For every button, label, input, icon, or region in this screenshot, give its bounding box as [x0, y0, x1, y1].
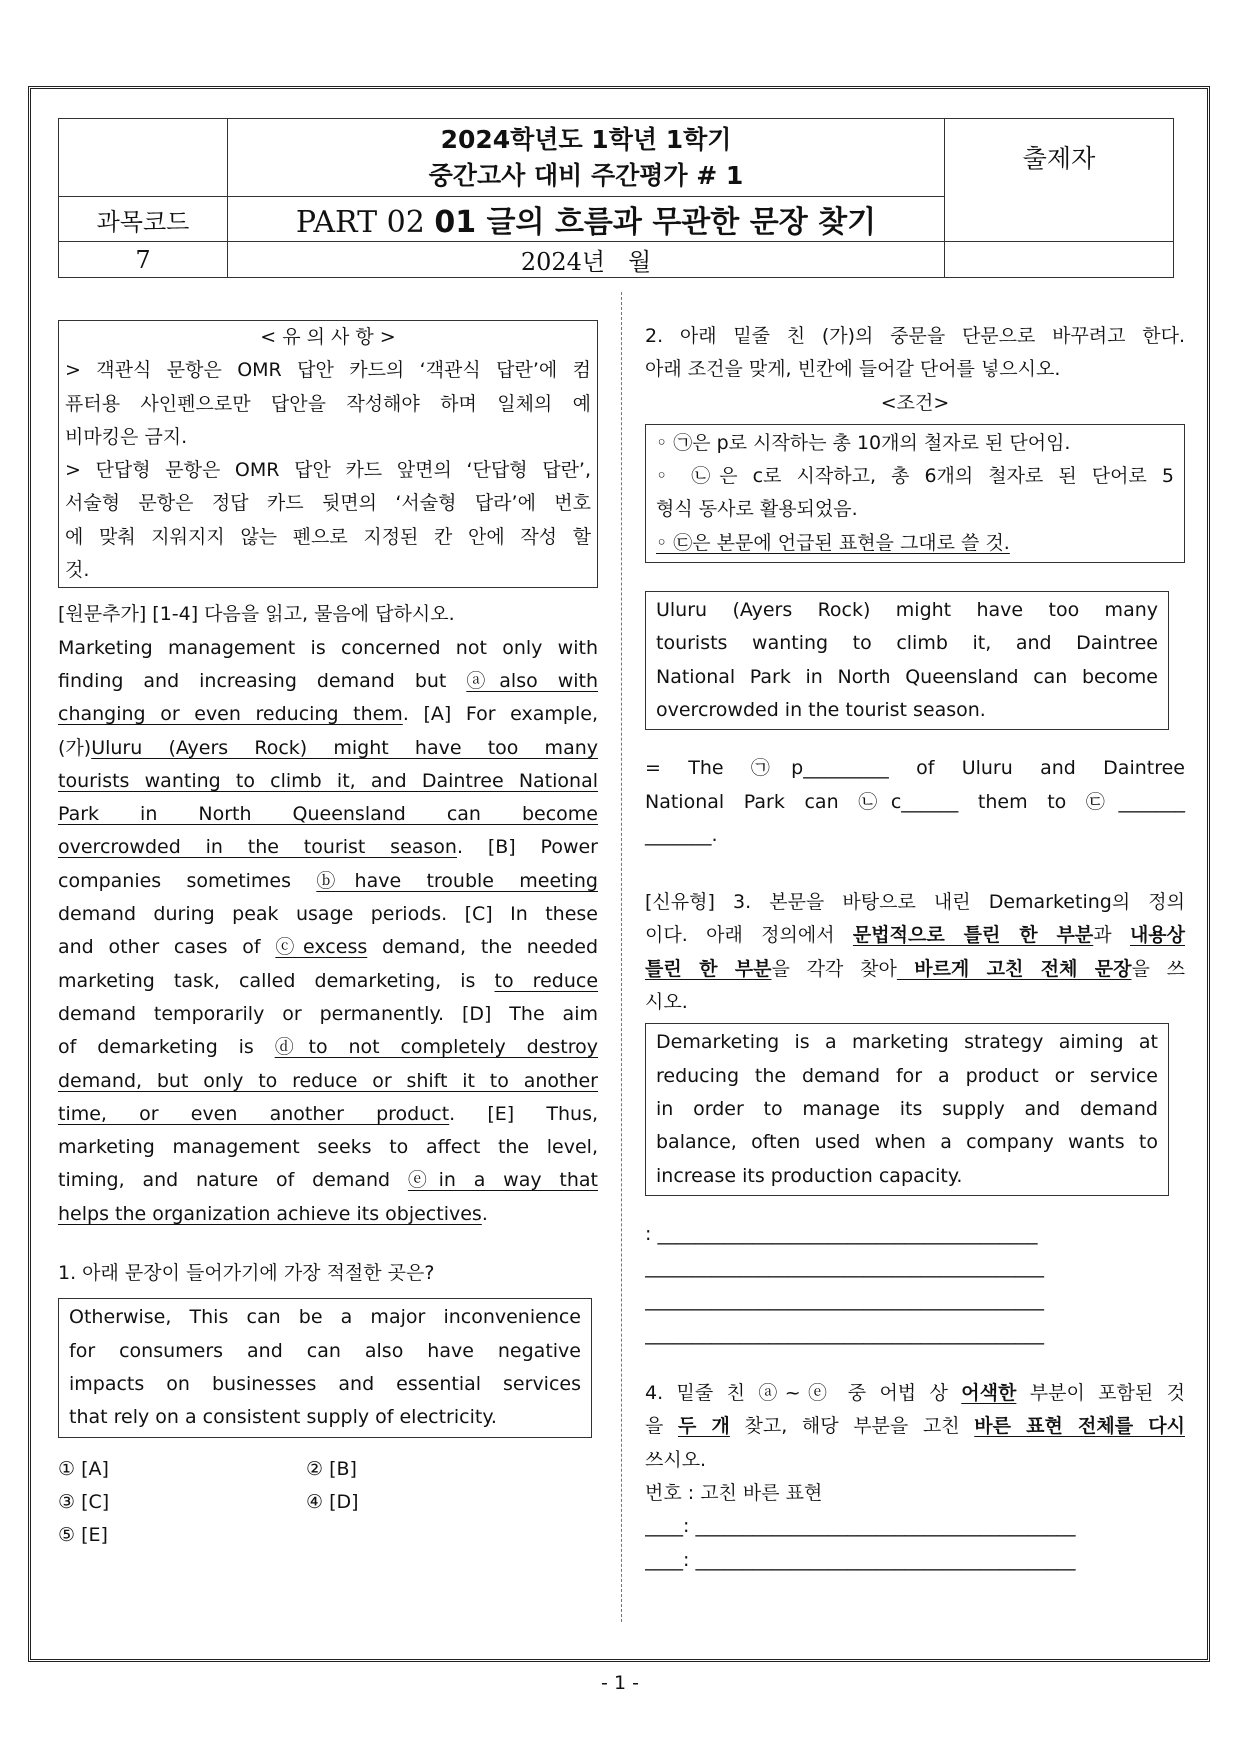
- passage-line: (가)Uluru (Ayers Rock) might have too many: [58, 736, 598, 759]
- q2-condition: 형식 동사로 활용되었음.: [656, 498, 858, 521]
- q3-line: [신유형] 3. 본문을 바탕으로 내린 Demarketing의 정의: [645, 891, 1185, 914]
- q2-line: 아래 조건을 맞게, 빈칸에 들어갈 단어를 넣으시오.: [645, 358, 1061, 381]
- passage-line: Marketing management is concerned not only with: [58, 636, 598, 659]
- passage-line: and other cases of ⓒexcess demand, the needed: [58, 936, 598, 959]
- q2-answer-line[interactable]: National Park can ㉡c______ them to ㉢_______: [645, 790, 1185, 813]
- q3-line: 이다. 아래 정의에서 문법적으로 틀린 한 부분과 내용상: [645, 924, 1185, 947]
- question-2: [645, 320, 1185, 852]
- part-heading: 01 글의 흐름과 무관한 문장 찾기: [434, 205, 877, 240]
- page-number: - 1 -: [601, 1672, 639, 1694]
- q2-condition: ◦ ㉢은 본문에 언급된 표현을 그대로 쓸 것.: [656, 531, 1010, 554]
- part-prefix: PART 02: [295, 205, 425, 240]
- passage-line: marketing management seeks to affect the level,: [58, 1136, 598, 1159]
- passage-line: companies sometimes ⓑhave trouble meeting: [58, 869, 598, 892]
- q1-options: [58, 1458, 598, 1557]
- exam-title: [228, 119, 945, 197]
- q3-definition-box: [645, 1023, 1169, 1195]
- q1-option[interactable]: ② [B]: [306, 1457, 357, 1480]
- q3-box-line: reducing the demand for a product or service: [656, 1064, 1158, 1087]
- q3-answer-line[interactable]: __________________________________________: [645, 1322, 1044, 1345]
- passage-line: demand, but only to reduce or shift it to another: [58, 1069, 598, 1092]
- q1-sentence-box: [58, 1298, 592, 1437]
- q1-box-line: that rely on a consistent supply of electricity.: [69, 1406, 497, 1429]
- passage-line: timing, and nature of demand ⓔin a way that: [58, 1169, 598, 1192]
- q2-quote-line: tourists wanting to climb it, and Daintree: [656, 632, 1158, 655]
- q1-option[interactable]: ④ [D]: [306, 1490, 359, 1513]
- q4-answer-line[interactable]: ____: ________________________________________: [645, 1548, 1076, 1571]
- passage-line: changing or even reducing them. [A] For example,: [58, 703, 598, 726]
- q1-box-line: Otherwise, This can be a major inconvenience: [69, 1306, 581, 1329]
- q4-answer-line[interactable]: ____: ________________________________________: [645, 1515, 1076, 1538]
- q4-line: 을 두 개 찾고, 해당 부분을 고친 바른 표현 전체를 다시: [645, 1415, 1185, 1438]
- question-4: [645, 1377, 1185, 1577]
- q2-quote-line: National Park in North Queensland can become: [656, 665, 1158, 688]
- q4-answer[interactable]: [645, 1510, 1185, 1577]
- q1-option[interactable]: ③ [C]: [58, 1490, 110, 1513]
- notice-line: > 객관식 문항은 OMR 답안 카드의 ‘객관식 답란’에 컴: [65, 359, 591, 382]
- passage-line: finding and increasing demand but ⓐalso with: [58, 669, 599, 692]
- q1-option[interactable]: ① [A]: [58, 1457, 109, 1480]
- q2-quote-line: Uluru (Ayers Rock) might have too many: [656, 599, 1158, 622]
- q3-box-line: balance, often used when a company wants to: [656, 1131, 1158, 1154]
- q3-box-line: in order to manage its supply and demand: [656, 1097, 1158, 1120]
- question-3: [645, 886, 1185, 1351]
- passage-line: time, or even another product. [E] Thus,: [58, 1102, 599, 1125]
- right-column: [645, 320, 1185, 1577]
- q3-box-line: Demarketing is a marketing strategy aiming at: [656, 1031, 1158, 1054]
- notice-line: > 단답형 문항은 OMR 답안 카드 앞면의 ‘단답형 답란’,: [65, 459, 591, 482]
- subject-code: 7: [59, 242, 228, 278]
- q3-line: 시오.: [645, 991, 688, 1014]
- left-column: [58, 320, 598, 1557]
- exam-date: 2024년 월: [228, 242, 945, 278]
- column-divider: [621, 292, 622, 1622]
- q3-answer[interactable]: [645, 1218, 1185, 1351]
- q3-answer-line[interactable]: : ________________________________________: [645, 1222, 1038, 1245]
- notice-line: 것.: [65, 559, 90, 582]
- q3-answer-line[interactable]: __________________________________________: [645, 1256, 1044, 1279]
- examiner-label: 출제자: [945, 119, 1174, 242]
- notice-line: 에 맞춰 지워지지 않는 펜으로 지정된 칸 안에 작성 할: [65, 525, 591, 548]
- examiner-blank: [945, 242, 1174, 278]
- passage: [58, 598, 598, 1231]
- passage-line: marketing task, called demarketing, is to reduce: [58, 969, 599, 992]
- header-blank-cell: [59, 119, 228, 197]
- q2-quote-box: [645, 591, 1169, 730]
- q3-box-line: increase its production capacity.: [656, 1164, 963, 1187]
- q2-condition-title: <조건>: [880, 391, 950, 414]
- passage-line: demand temporarily or permanently. [D] The aim: [58, 1002, 598, 1025]
- q2-condition: ◦ ㉠은 p로 시작하는 총 10개의 철자로 된 단어임.: [656, 431, 1071, 454]
- q2-answer[interactable]: [645, 752, 1185, 852]
- q4-line: 번호 : 고친 바른 표현: [645, 1481, 823, 1504]
- passage-line: of demarketing is ⓓto not completely destroy: [58, 1036, 598, 1059]
- exam-title-line2: 중간고사 대비 주간평가 # 1: [428, 160, 744, 190]
- q2-condition: ◦ ㉡은 c로 시작하고, 총 6개의 철자로 된 단어로 5: [656, 465, 1174, 488]
- q2-quote-line: overcrowded in the tourist season.: [656, 698, 986, 721]
- q3-line: 틀린 한 부분을 각각 찾아 바르게 고친 전체 문장을 쓰: [645, 957, 1185, 980]
- passage-intro: [원문추가] [1-4] 다음을 읽고, 물음에 답하시오.: [58, 603, 455, 626]
- passage-line: tourists wanting to climb it, and Daintree National: [58, 769, 598, 792]
- passage-line: demand during peak usage periods. [C] In these: [58, 903, 598, 926]
- exam-title-line1: 2024학년도 1학년 1학기: [440, 124, 732, 154]
- q2-condition-box: [645, 424, 1185, 563]
- q1-box-line: impacts on businesses and essential services: [69, 1372, 581, 1395]
- q2-answer-line[interactable]: _______.: [645, 823, 718, 846]
- passage-line: overcrowded in the tourist season. [B] Power: [58, 836, 598, 859]
- q4-line: 4. 밑줄 친 ⓐ~ⓔ 중 어법 상 어색한 부분이 포함된 것: [645, 1382, 1185, 1405]
- passage-line: helps the organization achieve its objectives.: [58, 1202, 488, 1225]
- q1-option[interactable]: ⑤ [E]: [58, 1523, 108, 1546]
- q1-question: 1. 아래 문장이 들어가기에 가장 적절한 곳은?: [58, 1262, 435, 1285]
- notice-line: 서술형 문항은 정답 카드 뒷면의 ‘서술형 답라’에 번호: [65, 492, 591, 515]
- passage-line: Park in North Queensland can become: [58, 803, 598, 826]
- notice-box: [58, 320, 598, 588]
- notice-line: 퓨터용 사인펜으로만 답안을 작성해야 하며 일체의 예: [65, 392, 591, 415]
- notice-line: 비마킹은 금지.: [65, 425, 188, 448]
- q3-answer-line[interactable]: __________________________________________: [645, 1289, 1044, 1312]
- part-title: [228, 197, 945, 242]
- q2-answer-line[interactable]: = The ㉠p_________ of Uluru and Daintree: [645, 757, 1185, 780]
- notice-title: < 유 의 사 항 >: [260, 326, 396, 348]
- subject-code-label: 과목코드: [59, 197, 228, 242]
- q2-line: 2. 아래 밑줄 친 (가)의 중문을 단문으로 바꾸려고 한다.: [645, 325, 1185, 347]
- q4-line: 쓰시오.: [645, 1448, 707, 1471]
- exam-header: [58, 118, 1174, 278]
- question-1: [58, 1257, 598, 1556]
- q1-box-line: for consumers and can also have negative: [69, 1339, 581, 1362]
